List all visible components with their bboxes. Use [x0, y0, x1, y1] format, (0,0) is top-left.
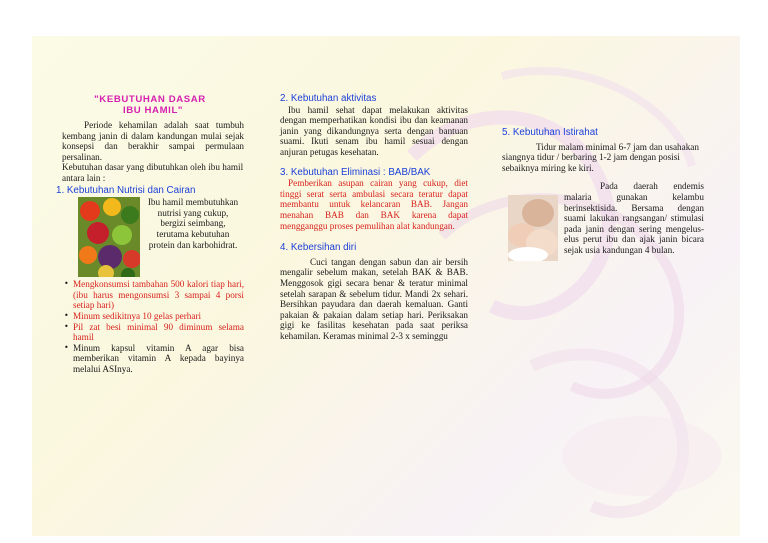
malaria-text: Pada daerah endemis malaria gunakan kelambu berinsektisida. Bersama dengan suami lakukan rangsangan/ stimulasi pada janin dengan sering mengelus-elus perut ibu dan ajak janin bicara sejak usia kandungan 4 bulan. [564, 181, 704, 255]
nutrition-text: Ibu hamil membutuhkan nutrisi yang cukup, bergizi seimbang, terutama kebutuhan protein dan karbohidrat. [147, 197, 239, 250]
heading-activity: 2. Kebutuhan aktivitas [280, 93, 377, 104]
vegetables-fruits-image [78, 197, 140, 277]
bullet-item-water: • Minum sedikitnya 10 gelas perhari [73, 311, 244, 322]
column-3 [502, 128, 704, 301]
column-2 [280, 94, 468, 341]
heading-rest: 5. Kebutuhan Istirahat [502, 127, 598, 138]
brochure-title [56, 94, 244, 116]
title-line-1: "KEBUTUHAN DASAR [94, 94, 206, 105]
heading-nutrition: 1. Kebutuhan Nutrisi dan Cairan [56, 184, 196, 196]
rest-text: Tidur malam minimal 6-7 jam dan usahakan siangnya tidur / berbaring 1-2 jam dengan posisi sebaiknya miring ke kiri. [502, 141, 699, 173]
bullet-item-iron: • Pil zat besi minimal 90 diminum selama hamil [73, 322, 244, 343]
intro-paragraph: Periode kehamilan adalah saat tumbuh kembang janin di dalam kandungan mulai sejak konsepsi dan berakhir sampai permulaan persalinan. [62, 120, 244, 162]
title-line-2: IBU HAMIL" [122, 105, 184, 116]
intro-paragraph-2: Kebutuhan dasar yang dibutuhkan oleh ibu hamil antara lain : [62, 162, 244, 183]
brochure-sheet [32, 36, 740, 536]
nutrition-bullet-list [62, 279, 244, 374]
heading-elimination: 3. Kebutuhan Eliminasi : BAB/BAK [280, 166, 431, 178]
activity-text: Ibu hamil sehat dapat melakukan aktivitas dengan memperhatikan kondisi ibu dan keamanan janin yang dikandungnya serta dengan bantuan suami. Ikuti senam ibu hamil sesuai dengan anjuran petugas kesehatan. [280, 104, 468, 157]
column-1 [56, 94, 244, 375]
heading-hygiene: 4. Kebersihan diri [280, 242, 357, 254]
elimination-text: Pemberikan asupan cairan yang cukup, diet tinggi serat serta ambulasi secara teratur dapat membantu untuk kelancaran BAB. Jangan menahan BAB dan BAK karena dapat mengganggu proses pemulihan alat kandungan. [280, 178, 468, 231]
hygiene-text: Cuci tangan dengan sabun dan air bersih mengalir sebelum makan, setelah BAK & BAB. Menggosok gigi secara benar & teratur minimal setelah sarapan & sebelum tidur. Mandi 2x sehari. Bersihkan payudara dan daerah kemaluan. Ganti pakaian & pakaian dalam setiap hari. Periksakan gigi ke fasilitas kesehatan pada saat periksa kehamilan. Keramas minimal 2-3 x seminggu [280, 256, 468, 341]
bullet-item-vitamin-a: • Minum kapsul vitamin A agar bisa memberikan vitamin A kepada bayinya melalui ASInya. [73, 343, 244, 375]
mother-baby-image [508, 195, 558, 261]
bullet-item-calories: • Mengkonsumsi tambahan 500 kalori tiap hari, (ibu harus mengonsumsi 3 sampai 4 porsi setiap hari) [73, 279, 244, 311]
